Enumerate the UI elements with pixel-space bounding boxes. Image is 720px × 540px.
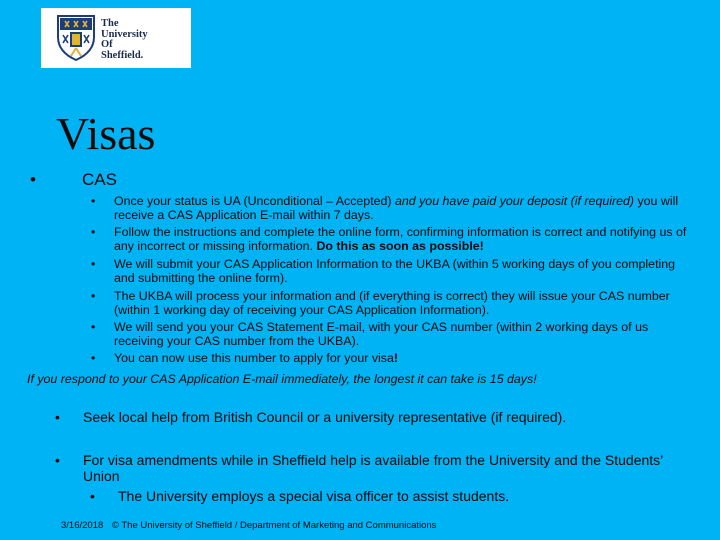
cas-step-text: We will submit your CAS Application Information to the UKBA (within 5 working days of you completing and submitting the online form). (114, 257, 676, 285)
bullet: • (90, 488, 95, 504)
university-wordmark (101, 19, 148, 61)
bullet: • (91, 320, 96, 334)
bullet: • (91, 194, 96, 208)
wordmark-line: The (101, 18, 119, 29)
university-logo (41, 8, 191, 68)
wordmark-line: Sheffield. (101, 49, 144, 61)
visa-amendments-text: For visa amendments while in Sheffield help is available from the University and the Students’ Union (83, 452, 663, 484)
cas-step-text: Follow the instructions and complete the online form, confirming information is correct and notifying us of any incorrect or missing information. (114, 225, 687, 253)
cas-step-text: We will send you your CAS Statement E-mail, with your CAS number (within 2 working days of us receiving your CAS number from the UKBA). (114, 320, 649, 348)
bullet: • (55, 452, 60, 468)
wordmark-line: Of (101, 39, 113, 50)
cas-step-text: The UKBA will process your information and (if everything is correct) they will issue your CAS number (within 1 working day of receiving your CAS Application Information). (114, 289, 670, 317)
slide-footer (61, 520, 442, 531)
cas-step-text: you will receive a CAS Application E-mail within 7 days. (114, 194, 679, 222)
local-help-text: Seek local help from British Council or a university representative (if required). (83, 409, 567, 425)
cas-step-emphasis: and you have paid your deposit (if required) (395, 194, 635, 208)
bullet: • (91, 225, 96, 239)
bullet: • (91, 351, 96, 365)
cas-step-emphasis: Do this as soon as possible! (316, 238, 484, 253)
footer-copyright: © The University of Sheffield / Department of Marketing and Communications (111, 520, 437, 531)
bullet: • (30, 170, 36, 189)
cas-timing-note: If you respond to your CAS Application E-mail immediately, the longest it can take is 15 days! (27, 372, 537, 386)
bullet: • (91, 257, 96, 271)
university-shield-icon (57, 15, 95, 61)
visa-officer-text: The University employs a special visa officer to assist students. (118, 488, 510, 504)
cas-label: CAS (82, 170, 117, 189)
wordmark-line: University (101, 28, 148, 40)
footer-date: 3/16/2018 (61, 520, 104, 531)
cas-step-text: Once your status is UA (Unconditional – Accepted) (114, 194, 395, 208)
bullet: • (55, 409, 60, 425)
slide-title: Visas (56, 108, 156, 159)
cas-step-emphasis: ! (393, 351, 399, 365)
cas-step-text: You can now use this number to apply for your visa (114, 351, 394, 365)
bullet: • (91, 289, 96, 303)
